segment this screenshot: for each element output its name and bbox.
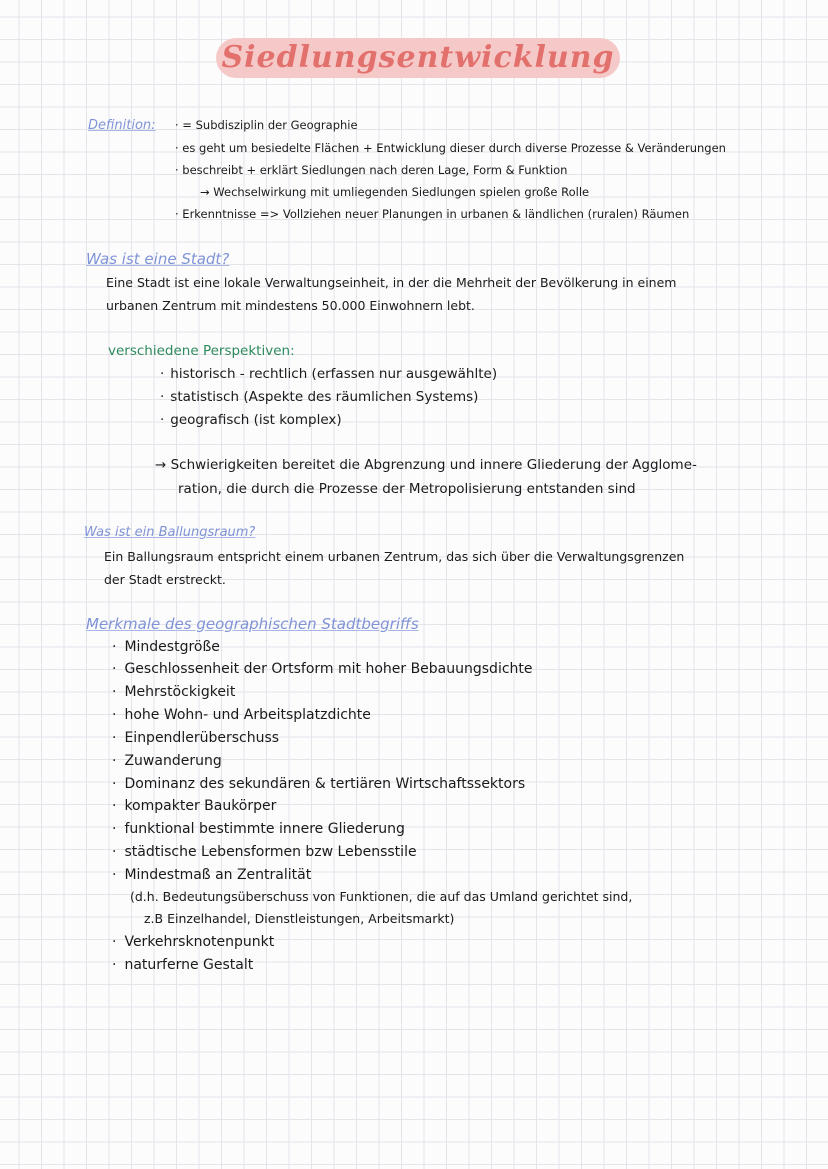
definition-arrow-line: → Wechselwirkung mit umliegenden Siedlungen spielen große Rolle: [200, 185, 590, 199]
agglomeration-note-line: → Schwierigkeiten bereitet die Abgrenzung und innere Gliederung der Agglome-: [155, 457, 697, 473]
perspectives-heading: verschiedene Perspektiven:: [108, 343, 295, 359]
merkmal-item: · funktional bestimmte innere Gliederung: [112, 821, 405, 837]
zentralitaet-detail-line: z.B Einzelhandel, Dienstleistungen, Arbeitsmarkt): [144, 911, 455, 926]
merkmal-item: · Geschlossenheit der Ortsform mit hoher Bebauungsdichte: [112, 661, 533, 677]
definition-line: · = Subdisziplin der Geographie: [175, 118, 358, 132]
stadt-heading: Was ist eine Stadt?: [86, 250, 230, 268]
merkmal-item: · naturferne Gestalt: [112, 957, 253, 973]
merkmal-item: · Zuwanderung: [112, 753, 222, 769]
zentralitaet-detail-line: (d.h. Bedeutungsüberschuss von Funktionen, die auf das Umland gerichtet sind,: [130, 889, 633, 904]
ballungsraum-heading: Was ist ein Ballungsraum?: [84, 525, 256, 540]
merkmal-item: · städtische Lebensformen bzw Lebensstile: [112, 844, 417, 860]
merkmal-item: · kompakter Baukörper: [112, 798, 276, 814]
perspective-item: · statistisch (Aspekte des räumlichen Systems): [160, 389, 478, 405]
perspective-item: · geografisch (ist komplex): [160, 412, 342, 428]
ballungsraum-text-line: der Stadt erstreckt.: [104, 572, 226, 587]
perspective-item: · historisch - rechtlich (erfassen nur ausgewählte): [160, 366, 497, 382]
merkmale-heading: Merkmale des geographischen Stadtbegriffs: [86, 615, 419, 633]
merkmal-item: · Dominanz des sekundären & tertiären Wirtschaftssektors: [112, 776, 525, 792]
stadt-text-line: Eine Stadt ist eine lokale Verwaltungseinheit, in der die Mehrheit der Bevölkerung in einem: [106, 275, 677, 290]
definition-label: Definition:: [88, 118, 156, 133]
definition-line: · Erkenntnisse => Vollziehen neuer Planungen in urbanen & ländlichen (ruralen) Räumen: [175, 207, 690, 221]
merkmal-item: · Mindestmaß an Zentralität: [112, 867, 311, 883]
definition-line: · es geht um besiedelte Flächen + Entwicklung dieser durch diverse Prozesse & Veränderungen: [175, 141, 726, 155]
agglomeration-note-line: ration, die durch die Prozesse der Metropolisierung entstanden sind: [178, 481, 636, 497]
definition-line: · beschreibt + erklärt Siedlungen nach deren Lage, Form & Funktion: [175, 163, 568, 177]
merkmal-item: · Einpendlerüberschuss: [112, 730, 279, 746]
merkmal-item: · Verkehrsknotenpunkt: [112, 934, 274, 950]
merkmal-item: · Mehrstöckigkeit: [112, 684, 235, 700]
merkmal-item: · hohe Wohn- und Arbeitsplatzdichte: [112, 707, 371, 723]
page-title: Siedlungsentwicklung: [221, 40, 615, 75]
ballungsraum-text-line: Ein Ballungsraum entspricht einem urbanen Zentrum, das sich über die Verwaltungsgrenzen: [104, 549, 685, 564]
stadt-text-line: urbanen Zentrum mit mindestens 50.000 Einwohnern lebt.: [106, 298, 475, 313]
merkmal-item: · Mindestgröße: [112, 639, 220, 655]
